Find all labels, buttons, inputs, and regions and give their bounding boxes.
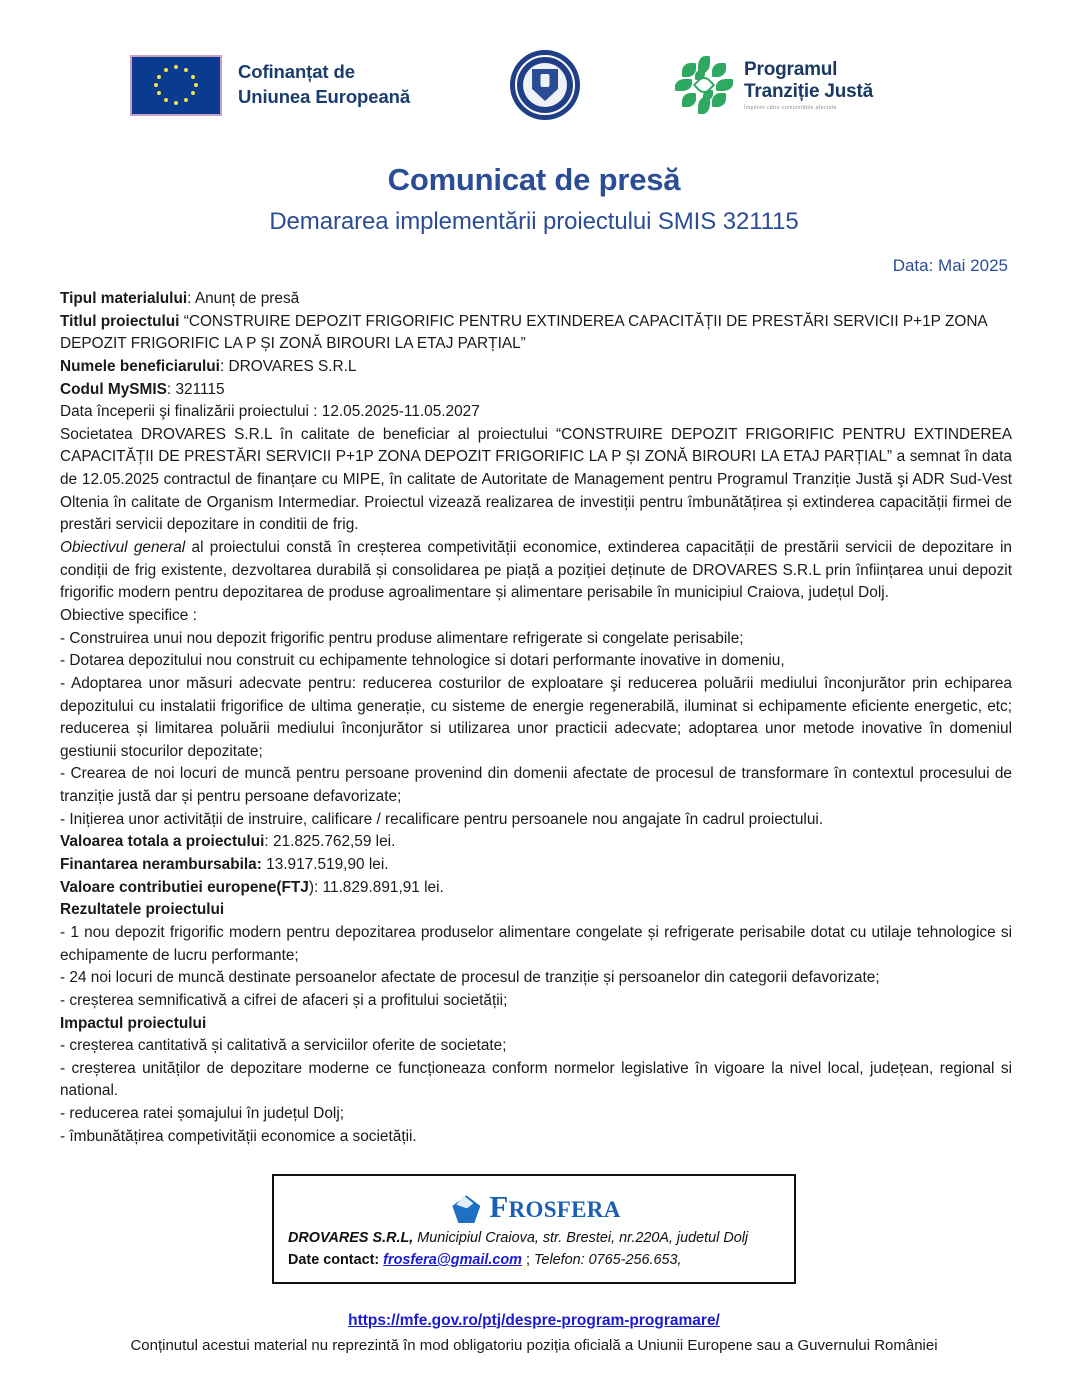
obiectiv-specific-item: - Crearea de noi locuri de muncă pentru persoane provenind din domenii afectate de procesul de transformare în contextul procesului de tranziție justă dar și pentru persoane defavorizate; <box>60 765 1012 806</box>
beneficiar-value: : DROVARES S.R.L <box>219 357 357 375</box>
valoare-totala-value: : 21.825.762,59 lei. <box>264 833 396 851</box>
mysmis-label: Codul MySMIS <box>60 380 167 398</box>
ptj-logo-text <box>744 59 873 111</box>
eu-cofinancing-logo <box>130 55 410 116</box>
ptj-line1: Programul <box>744 59 838 81</box>
obiectiv-general-paragraph <box>60 537 1012 605</box>
contact-box-wrapper <box>0 1174 1068 1283</box>
meta-line-perioada: Data începerii şi finalizării proiectului : 12.05.2025-11.05.2027 <box>60 403 480 421</box>
contact-company-line <box>288 1228 782 1250</box>
document-content <box>0 288 1068 1148</box>
mysmis-value: : 321115 <box>166 380 225 398</box>
obiectiv-specific-item: - Construirea unui nou depozit frigorific pentru produse alimentare refrigerate si congelate perisabile; <box>60 629 744 647</box>
rezultat-item: - creșterea semnificativă a cifrei de afaceri și a profitului societății; <box>60 991 508 1009</box>
disclaimer-note: Conținutul acestui material nu reprezintă în mod obligatoriu poziția oficială a Uniunii Europene sau a Guvernului României <box>130 1336 938 1354</box>
ptj-leaf-icon <box>675 56 733 114</box>
impact-heading: Impactul proiectului <box>60 1014 207 1032</box>
rezultat-item: - 24 noi locuri de muncă destinate persoanelor afectate de procesul de tranziție și persoanelor din categorii defavorizate; <box>60 969 880 987</box>
obiectiv-specific-item: - Adoptarea unor măsuri adecvate pentru: reducerea costurilor de exploatare şi reducerea poluării mediului înconjurător prin echiparea depozitului cu instalatii frigorifice de ultima generație, cu sisteme de energie regenerabilă, iluminat si echipamente eficiente energetic, etc; reducerea și limitarea poluării mediului înconjurător si utilizarea unor practicii adecvate; adoptarea unor metode inovative în domeniul gestiunii stocurilor depozitate; <box>60 674 1012 760</box>
impact-item: - creșterea unităților de depozitare moderne ce funcționeaza conform normelor legislative în vigoare la nivel local, județean, regional si national. <box>60 1059 1012 1100</box>
financial-line <box>60 831 1012 854</box>
finantare-nerambursabila-value: 13.917.519,90 lei. <box>261 856 389 874</box>
frosfera-rest: ROSFERA <box>508 1197 621 1223</box>
page-title: Comunicat de presă <box>387 162 681 197</box>
obiectiv-general-text: al proiectului constă în creșterea competivității economice, extinderea capacității de prestării servicii de depozitare in condiții de frig existente, dezvoltarea durabilă și consolidarea pe piață a poziției deținute de DROVARES S.R.L prin înființarea unui depozit frigorific modern pentru depozitarea de produse agroalimentare și alimentare perisabile în municipiul Craiova, județul Dolj. <box>60 539 1012 602</box>
contributie-europeana-label: Valoare contributiei europene(FTJ <box>60 878 309 896</box>
impact-item: - îmbunătățirea competivității economice a societății. <box>60 1127 417 1145</box>
meta-line-mysmis <box>60 379 1012 402</box>
titlu-proiectului-label: Titlul proiectului <box>60 312 180 330</box>
rezultat-item: - 1 nou depozit frigorific modern pentru depozitarea produselor alimentare congelate și refrigerate perisabile dotat cu utilaje tehnologice si echipamente de lucru performante; <box>60 923 1012 964</box>
frosfera-logo <box>288 1186 782 1228</box>
beneficiar-label: Numele beneficiarului <box>60 357 220 375</box>
contact-separator: ; <box>521 1251 534 1268</box>
obiective-specifice-heading: Obiective specifice : <box>60 606 197 624</box>
impact-item: - creșterea cantitativă și calitativă a serviciilor oferite de societate; <box>60 1037 507 1055</box>
obiectiv-specific-item: - Inițierea unor activității de instruire, calificare / recalificare pentru persoanele nou angajate în cadrul proiectului. <box>60 810 824 828</box>
meta-line-tip <box>60 288 1012 311</box>
finantare-nerambursabila-label: Finantarea nerambursabila: <box>60 856 262 874</box>
frosfera-wordmark <box>489 1189 620 1225</box>
phone-number: Telefon: 0765-256.653, <box>533 1251 682 1268</box>
obiectiv-specific-item: - Dotarea depozitului nou construit cu echipamente tehnologice si dotari performante inovative in domeniu, <box>60 652 785 670</box>
tip-materialului-label: Tipul materialului <box>60 290 188 307</box>
eu-flag-icon <box>130 55 222 116</box>
logo-strip <box>0 0 1068 118</box>
iceberg-icon <box>449 1190 483 1224</box>
email-link[interactable]: frosfera@gmail.com <box>383 1251 522 1268</box>
ptj-tagline: Împliniri către comunitățile afectate <box>744 104 837 111</box>
contributie-europeana-value: ): 11.829.891,91 lei. <box>308 878 444 896</box>
eu-stars-icon <box>156 65 196 105</box>
eu-logo-line2: Uniunea Europeană <box>238 86 411 107</box>
eu-logo-text <box>238 60 410 110</box>
intro-paragraph: Societatea DROVARES S.R.L în calitate de beneficiar al proiectului “CONSTRUIRE DEPOZIT FRIGORIFIC PENTRU EXTINDEREA CAPACITĂȚII DE PRESTĂRI SERVICII P+1P ZONA DEPOZIT FRIGORIFIC LA P ȘI ZONĂ BIROURI LA ETAJ PARȚIAL” a semnat în data de 12.05.2025 contractul de finanțare cu MIPE, în calitate de Autoritate de Management pentru Programul Tranziție Justă şi ADR Sud-Vest Oltenia în calitate de Organism Intermediar. Proiectul vizează realizarea de investiții pentru îmbunătățirea și extinderea capacității firmei de prestări servicii depozitare in conditii de frig. <box>60 425 1012 534</box>
obiectiv-general-label: Obiectivul general <box>60 539 186 557</box>
ptj-line2: Tranziție Justă <box>744 80 874 102</box>
tip-materialului-value: : Anunț de presă <box>187 290 300 307</box>
company-name: DROVARES S.R.L, <box>288 1230 414 1247</box>
contact-label: Date contact: <box>288 1251 380 1268</box>
meta-line-beneficiar <box>60 356 1012 379</box>
financial-line <box>60 877 1012 900</box>
financial-line <box>60 854 1012 877</box>
footer <box>0 1312 1068 1354</box>
titlu-proiectului-value: “CONSTRUIRE DEPOZIT FRIGORIFIC PENTRU EXTINDEREA CAPACITĂȚII DE PRESTĂRI SERVICII P+1P ZONA DEPOZIT FRIGORIFIC LA P ȘI ZONĂ BIROURI LA ETAJ PARȚIAL” <box>60 312 987 353</box>
frosfera-initial: F <box>489 1189 509 1225</box>
eu-logo-line1: Cofinanțat de <box>238 61 355 83</box>
impact-item: - reducerea ratei șomajului în județul Dolj; <box>60 1105 345 1123</box>
programul-tranzitie-justa-logo <box>675 56 873 114</box>
page-subtitle: Demararea implementării proiectului SMIS 321115 <box>269 208 799 235</box>
program-website-link[interactable]: https://mfe.gov.ro/ptj/despre-program-programare/ <box>348 1311 720 1329</box>
romanian-government-seal-icon <box>510 50 580 120</box>
contact-box <box>272 1174 796 1283</box>
valoare-totala-label: Valoarea totala a proiectului <box>60 833 265 851</box>
meta-line-titlu <box>60 311 1012 356</box>
company-address: Municipiul Craiova, str. Brestei, nr.220A, judetul Dolj <box>413 1230 749 1247</box>
rezultate-heading: Rezultatele proiectului <box>60 901 225 919</box>
title-block <box>0 162 1068 236</box>
contact-details-line <box>288 1250 782 1272</box>
document-date: Data: Mai 2025 <box>892 256 1008 275</box>
